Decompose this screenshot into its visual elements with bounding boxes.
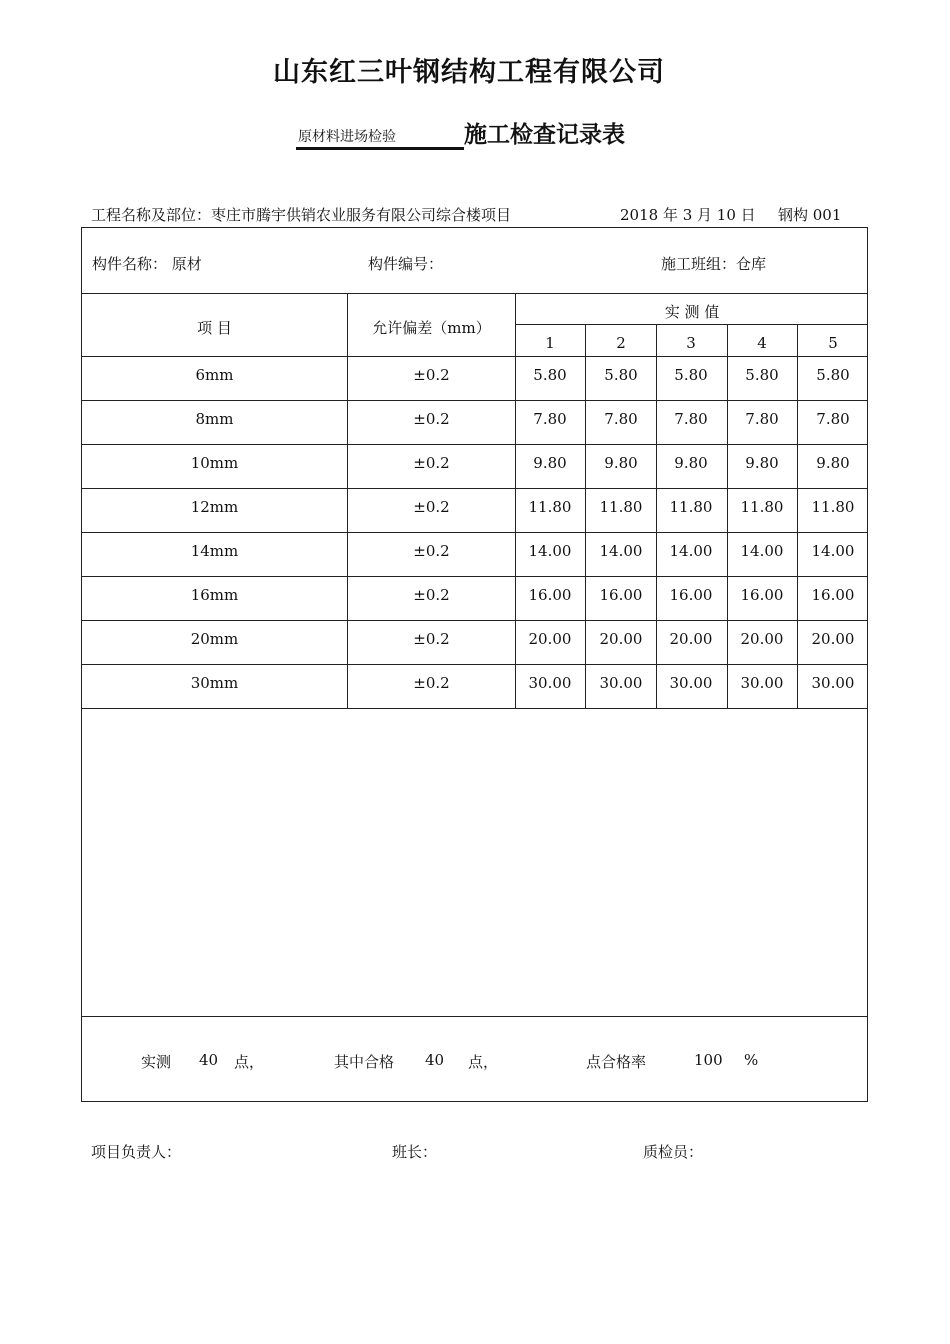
project-name: 工程名称及部位：枣庄市腾宇供销农业服务有限公司综合楼项目 — [91, 206, 512, 224]
row-measured-value: 9.80 — [745, 454, 779, 472]
row-measured-value: 11.80 — [599, 498, 643, 516]
component-name: 构件名称： 原材 — [92, 255, 202, 273]
row-measured-value: 9.80 — [604, 454, 638, 472]
row-measured-value: 5.80 — [816, 366, 850, 384]
row-measured-value: 9.80 — [674, 454, 708, 472]
row-measured-value: 16.00 — [599, 586, 643, 604]
signature-inspector: 质检员： — [643, 1143, 704, 1161]
table-rule — [82, 532, 868, 533]
row-measured-value: 16.00 — [740, 586, 784, 604]
row-tolerance: ±0.2 — [413, 410, 450, 428]
row-measured-value: 20.00 — [669, 630, 713, 648]
row-measured-value: 20.00 — [811, 630, 855, 648]
row-measured-value: 7.80 — [745, 410, 779, 428]
summary-rate-value: 100 — [694, 1051, 723, 1069]
subtitle-underline — [296, 147, 464, 150]
row-measured-value: 5.80 — [604, 366, 638, 384]
header-tolerance: 允许偏差（mm） — [372, 319, 491, 337]
row-measured-value: 14.00 — [528, 542, 572, 560]
row-measured-value: 16.00 — [528, 586, 572, 604]
header-column-number: 2 — [616, 334, 626, 352]
row-tolerance: ±0.2 — [413, 542, 450, 560]
table-rule — [82, 620, 868, 621]
header-item: 项 目 — [197, 319, 232, 337]
row-item: 20mm — [190, 630, 239, 648]
row-measured-value: 30.00 — [528, 674, 572, 692]
row-item: 16mm — [190, 586, 239, 604]
inspection-type: 原材料进场检验 — [298, 129, 396, 145]
header-column-number: 5 — [828, 334, 838, 352]
header-measured: 实 测 值 — [664, 303, 720, 321]
row-item: 8mm — [195, 410, 234, 428]
row-measured-value: 20.00 — [599, 630, 643, 648]
table-rule — [82, 444, 868, 445]
table-rule — [82, 400, 868, 401]
row-measured-value: 20.00 — [740, 630, 784, 648]
table-rule — [82, 488, 868, 489]
row-tolerance: ±0.2 — [413, 630, 450, 648]
row-measured-value: 7.80 — [533, 410, 567, 428]
summary-measured-count: 40 — [199, 1051, 219, 1069]
row-measured-value: 11.80 — [528, 498, 572, 516]
row-tolerance: ±0.2 — [413, 674, 450, 692]
row-measured-value: 7.80 — [816, 410, 850, 428]
table-rule — [82, 708, 868, 709]
row-measured-value: 30.00 — [811, 674, 855, 692]
row-tolerance: ±0.2 — [413, 366, 450, 384]
row-measured-value: 9.80 — [533, 454, 567, 472]
header-column-number: 1 — [545, 334, 555, 352]
row-measured-value: 7.80 — [604, 410, 638, 428]
row-measured-value: 11.80 — [740, 498, 784, 516]
header-column-number: 4 — [757, 334, 767, 352]
row-measured-value: 5.80 — [745, 366, 779, 384]
table-rule — [82, 576, 868, 577]
row-measured-value: 11.80 — [669, 498, 713, 516]
table-rule — [516, 324, 868, 325]
row-item: 12mm — [190, 498, 239, 516]
row-measured-value: 30.00 — [669, 674, 713, 692]
row-measured-value: 16.00 — [811, 586, 855, 604]
record-date: 2018 年 3 月 10 日 — [620, 206, 756, 224]
row-measured-value: 14.00 — [669, 542, 713, 560]
row-measured-value: 30.00 — [740, 674, 784, 692]
summary-rate-label: 点合格率 — [586, 1053, 647, 1071]
row-measured-value: 5.80 — [533, 366, 567, 384]
table-rule — [82, 664, 868, 665]
row-tolerance: ±0.2 — [413, 586, 450, 604]
row-measured-value: 14.00 — [811, 542, 855, 560]
header-column-number: 3 — [686, 334, 696, 352]
row-measured-value: 14.00 — [599, 542, 643, 560]
row-item: 14mm — [190, 542, 239, 560]
signature-project-manager: 项目负责人： — [91, 1143, 182, 1161]
row-measured-value: 11.80 — [811, 498, 855, 516]
row-tolerance: ±0.2 — [413, 498, 450, 516]
row-measured-value: 16.00 — [669, 586, 713, 604]
signature-team-leader: 班长： — [392, 1143, 438, 1161]
component-number: 构件编号： — [368, 255, 444, 273]
row-measured-value: 7.80 — [674, 410, 708, 428]
row-measured-value: 30.00 — [599, 674, 643, 692]
row-item: 10mm — [190, 454, 239, 472]
summary-qualified-count: 40 — [425, 1051, 445, 1069]
construction-team: 施工班组：仓库 — [661, 255, 767, 273]
company-title: 山东红三叶钢结构工程有限公司 — [273, 57, 665, 88]
summary-unit: 点， — [234, 1053, 265, 1071]
table-rule — [82, 356, 868, 357]
row-tolerance: ±0.2 — [413, 454, 450, 472]
summary-percent: % — [744, 1051, 759, 1069]
record-code: 钢构 001 — [778, 206, 842, 224]
row-item: 6mm — [195, 366, 234, 384]
summary-unit: 点， — [468, 1053, 499, 1071]
summary-qualified-label: 其中合格 — [334, 1053, 395, 1071]
summary-measured-label: 实测 — [141, 1053, 172, 1071]
form-title: 施工检查记录表 — [464, 121, 625, 148]
table-rule — [82, 1016, 868, 1017]
row-item: 30mm — [190, 674, 239, 692]
table-rule — [82, 293, 868, 294]
row-measured-value: 20.00 — [528, 630, 572, 648]
row-measured-value: 14.00 — [740, 542, 784, 560]
row-measured-value: 9.80 — [816, 454, 850, 472]
row-measured-value: 5.80 — [674, 366, 708, 384]
